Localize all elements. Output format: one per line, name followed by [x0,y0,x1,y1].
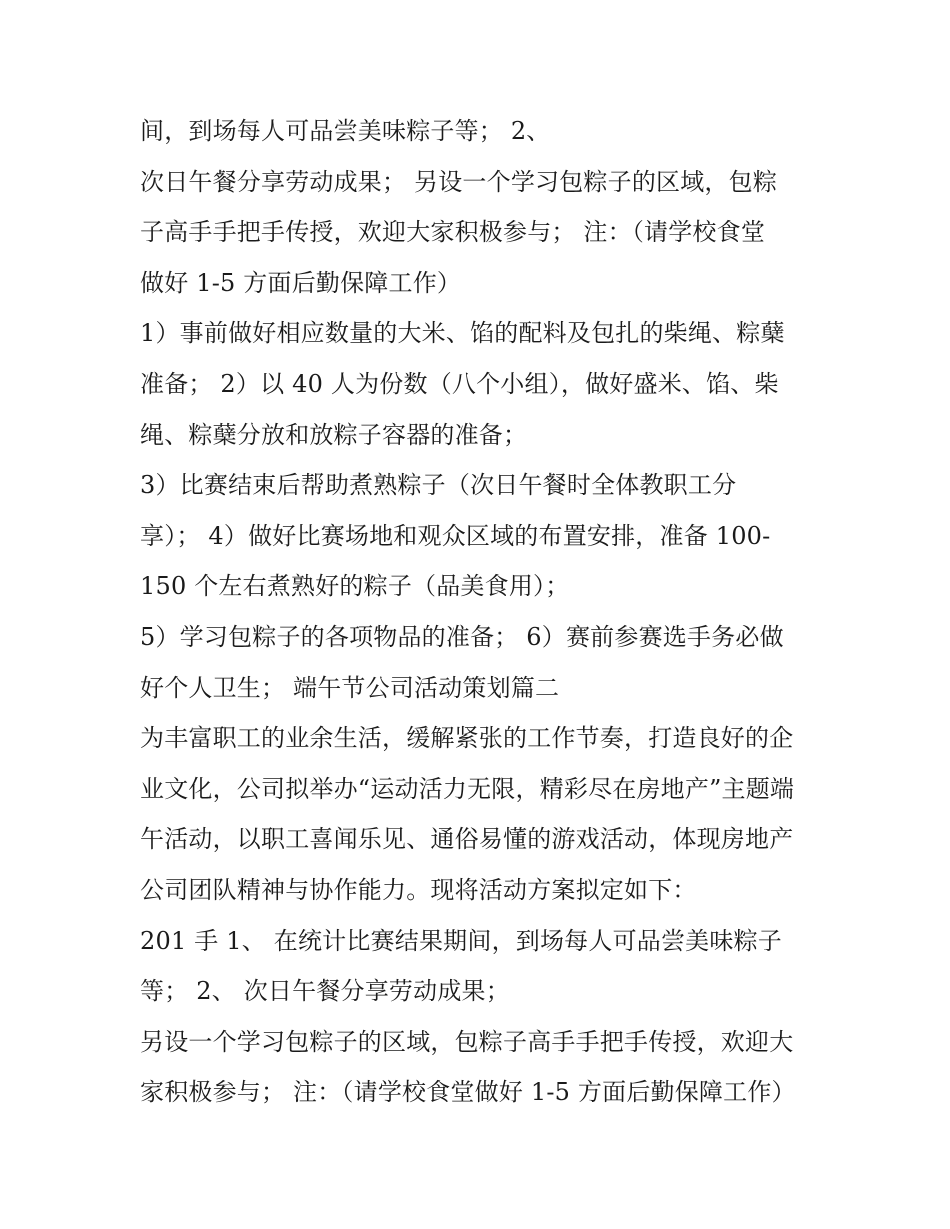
text-line: 150 个左右煮熟好的粽子（品美食用）； [140,572,570,601]
text-line: 5）学习包粽子的各项物品的准备； 6）赛前参赛选手务必做 [140,622,784,651]
document-body [140,106,820,1118]
text-line: 公司团队精神与协作能力。现将活动方案拟定如下： [140,875,697,904]
text-line: 业文化，公司拟举办“运动活力无限，精彩尽在房地产”主题端 [140,774,795,803]
text-line: 准备； 2）以 40 人为份数（八个小组），做好盛米、馅、柴 [140,369,779,398]
text-line: 绳、粽蘖分放和放粽子容器的准备； [140,420,528,449]
text-line: 次日午餐分享劳动成果； 另设一个学习包粽子的区域，包粽 [140,167,778,196]
text-line: 等； 2、 次日午餐分享劳动成果； [140,977,510,1006]
text-line: 另设一个学习包粽子的区域，包粽子高手手把手传授，欢迎大 [140,1027,794,1056]
text-line: 享）； 4）做好比赛场地和观众区域的布置安排，准备 100- [140,521,771,550]
text-line: 201 手 1、 在统计比赛结果期间，到场每人可品尝美味粽子 [140,926,782,955]
text-line: 3）比赛结束后帮助煮熟粽子（次日午餐时全体教职工分 [140,471,737,500]
text-line: 做好 1-5 方面后勤保障工作） [140,268,462,297]
text-line: 为丰富职工的业余生活，缓解紧张的工作节奏，打造良好的企 [140,724,794,753]
text-line: 1）事前做好相应数量的大米、馅的配料及包扎的柴绳、粽蘖 [140,319,785,348]
text-line: 间，到场每人可品尝美味粽子等； 2、 [140,117,551,145]
text-line: 家积极参与； 注：（请学校食堂做好 1-5 方面后勤保障工作） [140,1078,796,1107]
text-line: 子高手手把手传授，欢迎大家积极参与； 注：（请学校食堂 [140,218,766,247]
text-line: 午活动，以职工喜闻乐见、通俗易懂的游戏活动，体现房地产 [140,825,794,854]
section-heading-line: 好个人卫生； 端午节公司活动策划篇二 [140,673,560,702]
